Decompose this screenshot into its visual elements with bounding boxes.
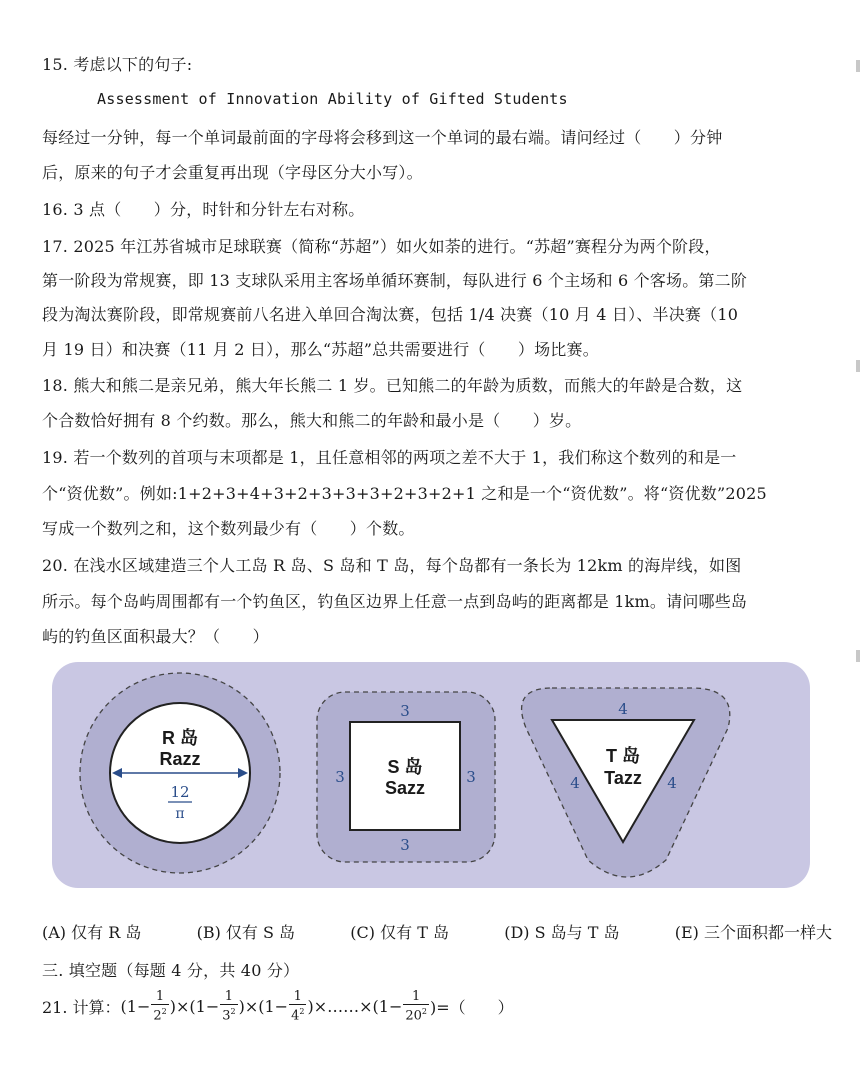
r-island-name: R 岛	[162, 728, 198, 748]
question-17-text-3: 段为淘汰赛阶段，即常规赛前八名进入单回合淘汰赛，包括 1/4 决赛（10 月 4 日）、半决赛（10	[42, 305, 739, 324]
option-a[interactable]: (A) 仅有 R 岛	[42, 923, 142, 942]
question-19-text-3: 写成一个数列之和，这个数列最少有（ ）个数。	[42, 519, 415, 538]
q21-fraction-1	[151, 990, 168, 1023]
question-16-text: 16. 3 点（ ）分，时针和分针左右对称。	[42, 200, 365, 219]
question-20-text-1: 20. 在浅水区域建造三个人工岛 R 岛、S 岛和 T 岛，每个岛都有一条长为 12km 的海岸线，如图	[42, 556, 742, 575]
question-18-text-1: 18. 熊大和熊二是亲兄弟，熊大年长熊二 1 岁。已知熊二的年龄为质数，而熊大的年龄是合数，这	[42, 376, 743, 395]
s-side-right: 3	[466, 768, 476, 786]
question-17-text-4: 月 19 日）和决赛（11 月 2 日），那么“苏超”总共需要进行（ ）场比赛。	[42, 340, 599, 359]
s-side-left: 3	[335, 768, 345, 786]
question-20-text-2: 所示。每个岛屿周围都有一个钓鱼区，钓鱼区边界上任意一点到岛屿的距离都是 1km。请问哪些岛	[42, 592, 748, 611]
s-side-top: 3	[400, 702, 410, 720]
question-15-sentence: Assessment of Innovation Ability of Gifted Students	[97, 90, 568, 108]
q21-fraction-3-num: 1	[289, 990, 306, 1005]
q21-fraction-4	[403, 990, 429, 1023]
option-c[interactable]: (C) 仅有 T 岛	[350, 923, 449, 942]
islands-figure	[52, 662, 812, 890]
r-island-group	[80, 673, 280, 873]
s-island-label: Sazz	[384, 778, 426, 798]
question-15-text-1: 每经过一分钟，每一个单词最前面的字母将会移到这一个单词的最右端。请问经过（ ）分钟	[42, 128, 723, 147]
q21-times-2: )×(1−	[238, 997, 289, 1017]
question-17-text-2: 第一阶段为常规赛，即 13 支球队采用主客场单循环赛制，每队进行 6 个主场和 6 个客场。第二阶	[42, 271, 748, 290]
t-side-left: 4	[570, 774, 580, 792]
q21-fraction-2-den: $3^2$	[222, 1007, 236, 1024]
q21-open: (1−	[120, 997, 151, 1017]
answer-options	[42, 920, 832, 943]
question-17-text-1: 17. 2025 年江苏省城市足球联赛（简称“苏超”）如火如荼的进行。“苏超”赛程分为两个阶段，	[42, 237, 721, 256]
q21-fraction-1-den: $2^2$	[153, 1007, 167, 1024]
t-island-name: T 岛	[606, 746, 640, 766]
question-20-text-3: 屿的钓鱼区面积最大？（ ）	[42, 627, 269, 646]
question-19-text-1: 19. 若一个数列的首项与末项都是 1，且任意相邻的两项之差不大于 1，我们称这个数列的和是一	[42, 448, 737, 467]
r-diameter-numerator: 12	[170, 783, 190, 801]
s-island-name: S 岛	[387, 757, 423, 777]
q21-dots: )×……×(1−	[307, 997, 403, 1017]
q21-fraction-4-num: 1	[403, 990, 429, 1005]
s-island-group	[317, 692, 495, 862]
edge-mark-1	[856, 60, 860, 72]
option-d[interactable]: (D) S 岛与 T 岛	[504, 923, 620, 942]
q21-times-1: )×(1−	[169, 997, 220, 1017]
t-side-top: 4	[618, 700, 628, 718]
q21-fraction-1-num: 1	[151, 990, 168, 1005]
question-19-text-2: 个“资优数”。例如:1+2+3+4+3+2+3+3+3+2+3+2+1 之和是一个“资优数”。将“资优数”2025	[42, 484, 767, 503]
q21-fraction-3-den: $4^2$	[291, 1007, 305, 1024]
t-side-right: 4	[667, 774, 677, 792]
section-3-heading: 三. 填空题（每题 4 分，共 40 分）	[42, 961, 300, 980]
question-15-text-2: 后，原来的句子才会重复再出现（字母区分大小写）。	[42, 163, 423, 182]
t-island-label: Tazz	[604, 768, 642, 788]
question-18-text-2: 个合数恰好拥有 8 个约数。那么，熊大和熊二的年龄和最小是（ ）岁。	[42, 411, 582, 430]
edge-mark-2	[856, 360, 860, 372]
s-side-bottom: 3	[400, 836, 410, 854]
q21-fraction-2-num: 1	[220, 990, 237, 1005]
question-15-title: 15. 考虑以下的句子:	[42, 55, 193, 74]
edge-mark-3	[856, 650, 860, 662]
q21-fraction-2	[220, 990, 237, 1023]
q21-suffix: )=（ ）	[430, 998, 514, 1018]
option-b[interactable]: (B) 仅有 S 岛	[196, 923, 296, 942]
q21-fraction-4-den: $20^2$	[405, 1007, 427, 1024]
r-diameter-denominator: π	[175, 806, 185, 822]
r-island-label: Razz	[159, 749, 201, 769]
question-21	[42, 990, 514, 1023]
q21-prefix: 21. 计算：	[42, 998, 121, 1018]
option-e[interactable]: (E) 三个面积都一样大	[674, 923, 832, 942]
q21-fraction-3	[289, 990, 306, 1023]
